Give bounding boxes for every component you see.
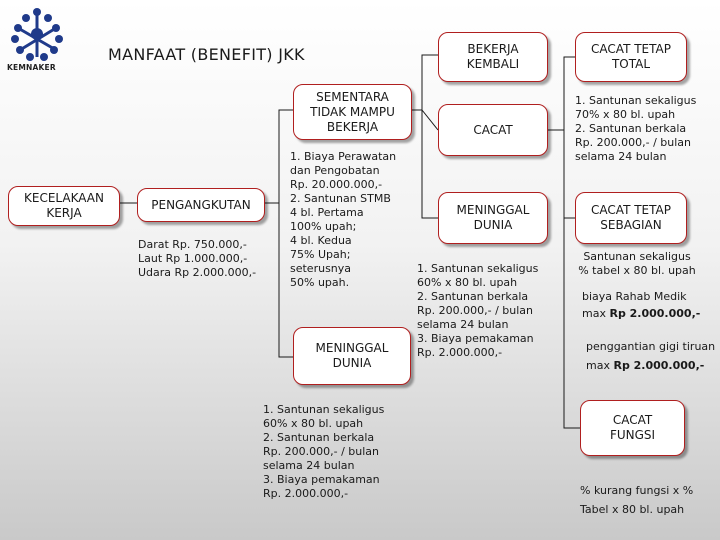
- meninggal-left-benefits-text: 1. Santunan sekaligus 60% x 80 bl. upah 2. Santunan berkala Rp. 200.000,- / bulan selama 24 bulan 3. Biaya pemakaman Rp. 2.000.000,-: [263, 403, 385, 500]
- page-title: MANFAAT (BENEFIT) JKK: [108, 45, 305, 64]
- kemnaker-emblem-icon: [6, 6, 68, 62]
- rehab-medik-text: biaya Rahab Medik: [582, 290, 687, 303]
- node-sementara-tidak-mampu-bekerja: SEMENTARA TIDAK MAMPU BEKERJA: [293, 84, 412, 140]
- connector-to-cacat: [422, 110, 438, 130]
- cacat-fungsi-benefit-text: % kurang fungsi x % Tabel x 80 bl. upah: [580, 484, 694, 517]
- connector-to-sementara: [265, 110, 293, 203]
- node-cacat-tetap-sebagian: CACAT TETAP SEBAGIAN: [575, 192, 687, 244]
- node-cacat-fungsi: CACAT FUNGSI: [580, 400, 685, 456]
- connector-to-bekerja-kembali: [412, 55, 438, 110]
- node-cacat: CACAT: [438, 104, 548, 156]
- meninggal-mid-benefits-text: 1. Santunan sekaligus 60% x 80 bl. upah 2. Santunan berkala Rp. 200.000,- / bulan selama 24 bulan 3. Biaya pemakaman Rp. 2.000.000,-: [417, 262, 539, 359]
- rehab-max-amount: Rp 2.000.000,-: [609, 307, 701, 320]
- transport-costs-text: Darat Rp. 750.000,- Laut Rp 1.000.000,- Udara Rp 2.000.000,-: [138, 238, 257, 279]
- node-cacat-tetap-total: CACAT TETAP TOTAL: [575, 32, 687, 82]
- node-bekerja-kembali: BEKERJA KEMBALI: [438, 32, 548, 82]
- node-pengangkutan: PENGANGKUTAN: [137, 188, 265, 222]
- node-kecelakaan-kerja: KECELAKAAN KERJA: [8, 186, 120, 226]
- cacat-tetap-sebagian-benefit-text: Santunan sekaligus % tabel x 80 bl. upah: [578, 250, 696, 277]
- gigi-max-amount: Rp 2.000.000,-: [613, 359, 705, 372]
- node-meninggal-dunia-mid: MENINGGAL DUNIA: [438, 192, 548, 244]
- sementara-benefits-text: 1. Biaya Perawatan dan Pengobatan Rp. 20.000.000,- 2. Santunan STMB 4 bl. Pertama 100% upah; 4 bl. Kedua 75% Upah; seterusnya 50% upah.: [290, 150, 397, 289]
- rehab-medik-max-line: [582, 307, 700, 321]
- connector-to-cacat-tetap-total: [548, 57, 575, 130]
- gigi-max-prefix: max: [586, 359, 614, 372]
- rehab-max-prefix: max: [582, 307, 610, 320]
- penggantian-gigi-text: penggantian gigi tiruan: [586, 340, 716, 353]
- penggantian-gigi-max-line: [586, 359, 704, 373]
- logo-label: KEMNAKER: [7, 63, 56, 72]
- node-meninggal-dunia-left: MENINGGAL DUNIA: [293, 327, 411, 385]
- kemnaker-logo: [6, 6, 68, 74]
- cacat-tetap-total-benefits-text: 1. Santunan sekaligus 70% x 80 bl. upah 2. Santunan berkala Rp. 200.000,- / bulan selama 24 bulan: [575, 94, 697, 163]
